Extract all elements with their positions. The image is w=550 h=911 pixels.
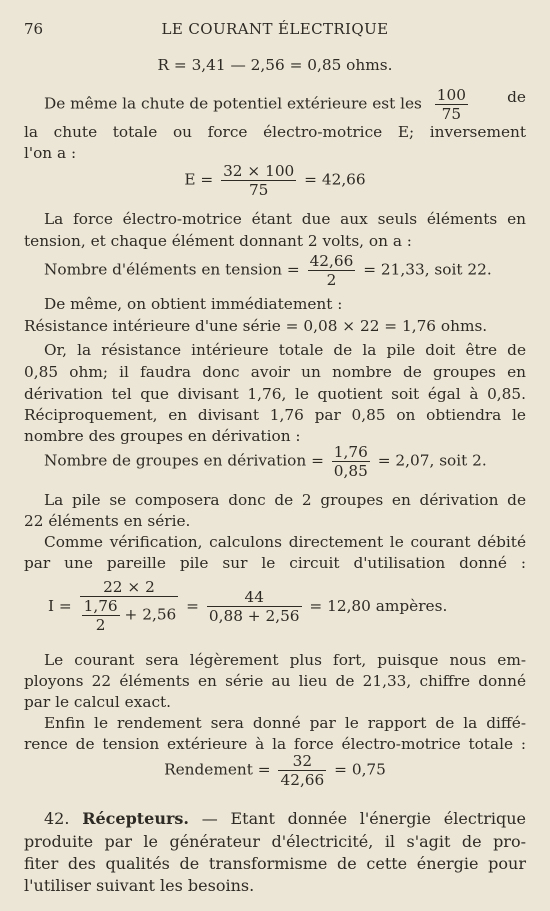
text-span: De même la chute de potentiel extérieure est les [44,94,422,113]
paragraph-line: 22 éléments en série. [24,512,191,530]
fraction [278,752,326,789]
equation-right: = 12,80 ampères. [309,597,448,615]
fraction-denominator: 0,88 + 2,56 [208,606,300,625]
equation-left: Nombre d'éléments en tension = [44,260,300,279]
paragraph-line: nombre des groupes en dérivation : [24,427,301,445]
fraction-numerator: 32 × 100 [223,162,295,180]
fraction-denominator: 75 [441,105,462,123]
page-header [24,20,526,44]
paragraph-line: l'on a : [24,144,77,162]
paragraph-line: 0,85 ohm; il faudra donc avoir un nombre de groupes en [24,363,526,381]
fraction-denominator [80,597,179,634]
paragraph-line: tension, et chaque élément donnant 2 volts, on a : [24,232,412,250]
fraction-denominator: 0,85 [333,462,368,480]
paragraph-line: par une pareille pile sur le circuit d'utilisation donné : [24,554,526,572]
paragraph-line: Comme vérification, calculons directement le courant débité [44,533,526,551]
paragraph-line: La pile se composera donc de 2 groupes en dérivation de [44,491,526,509]
paragraph-line: ployons 22 éléments en série au lieu de 21,33, chiffre donné [24,672,526,690]
paragraph-line: produite par le générateur d'électricité, il s'agit de pro- [24,832,526,851]
equation-right: = 0,75 [334,760,386,779]
equation-right: = 2,07, soit 2. [377,451,487,470]
equation-current [48,578,526,634]
fraction-numerator: 44 [207,588,302,607]
text-span: + 2,56 [124,605,177,624]
paragraph-line: la chute totale ou force électro-motrice E; inversement [24,123,526,141]
fraction [80,578,179,634]
paragraph-line: Réciproquement, en divisant 1,76 par 0,85 on obtiendra le [24,406,526,424]
text-span: — Etant donnée l'énergie électrique [201,809,526,828]
fraction-numerator: 42,66 [309,252,354,270]
paragraph-line: fiter des qualités de transformisme de cette énergie pour [24,854,526,873]
fraction [435,86,468,123]
equation-right: = 42,66 [304,170,366,189]
equation-rendement [24,752,526,789]
nested-fraction [82,597,120,634]
fraction-numerator: 22 × 2 [80,578,179,597]
paragraph-line [44,86,526,123]
equation-left: I = [48,597,72,615]
fraction [221,162,296,199]
fraction-numerator: 1,76 [83,597,118,615]
paragraph-line: Résistance intérieure d'une série = 0,08 × 22 = 1,76 ohms. [24,317,488,335]
equation-r: R = 3,41 — 2,56 = 0,85 ohms. [157,56,393,74]
equation-left: Nombre de groupes en dérivation = [44,451,324,470]
equation-left: E = [184,170,214,189]
fraction [332,443,370,480]
fraction-denominator: 2 [95,616,106,634]
fraction-numerator: 32 [278,752,326,771]
section-title: Récepteurs. [82,809,189,828]
paragraph-line: Enfin le rendement sera donné par le rapport de la diffé- [44,714,526,732]
text-span: de [507,88,526,106]
fraction-denominator: 2 [326,271,337,289]
equation-derivation [44,443,526,480]
paragraph-line: par le calcul exact. [24,693,172,711]
section-heading-line [44,808,526,830]
equals-sign: = [186,597,199,615]
paragraph-line: rence de tension extérieure à la force électro-motrice totale : [24,735,526,753]
paragraph-line: La force électro-motrice étant due aux seuls éléments en [44,210,526,228]
paragraph-line: Or, la résistance intérieure totale de la pile doit être de [44,341,526,359]
equation-e [24,162,526,199]
fraction-numerator: 1,76 [333,443,368,461]
running-title: LE COURANT ÉLECTRIQUE [161,20,389,38]
equation-tension [44,252,526,289]
fraction-denominator: 42,66 [280,771,325,789]
equation-left: Rendement = [164,760,271,779]
paragraph-line: l'utiliser suivant les besoins. [24,876,255,895]
fraction [308,252,356,289]
fraction [207,588,302,625]
section-number: 42. [44,809,70,828]
page-number: 76 [24,20,44,38]
equation-right: = 21,33, soit 22. [363,260,492,279]
paragraph-line: De même, on obtient immédiatement : [44,295,343,313]
paragraph-line: Le courant sera légèrement plus fort, puisque nous em- [44,651,526,669]
paragraph-line: dérivation tel que divisant 1,76, le quotient soit égal à 0,85. [24,385,526,403]
fraction-numerator: 100 [436,86,466,104]
fraction-denominator: 75 [248,181,269,199]
